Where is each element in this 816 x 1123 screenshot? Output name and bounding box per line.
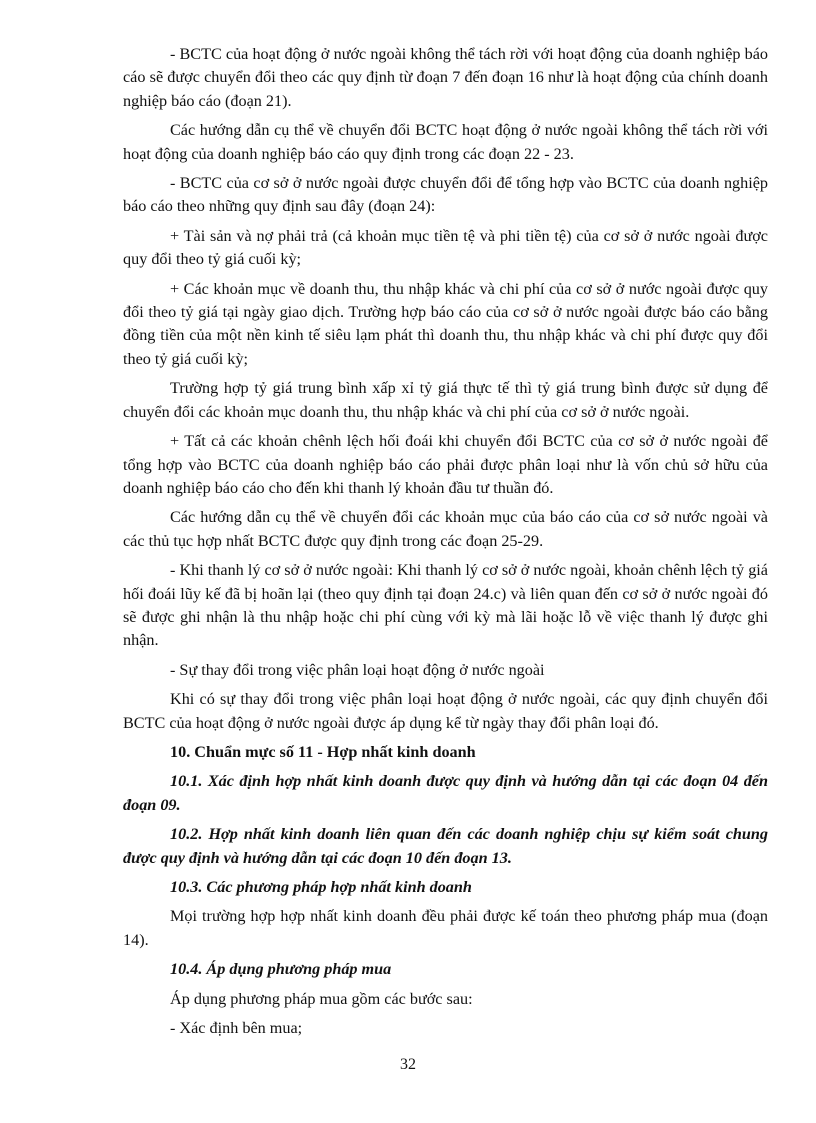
section-heading: 10. Chuẩn mực số 11 - Hợp nhất kinh doanh <box>170 742 476 761</box>
page-number: 32 <box>400 1056 416 1073</box>
paragraph: Khi có sự thay đổi trong việc phân loại hoạt động ở nước ngoài, các quy định chuyển đổi BCTC của hoạt động ở nước ngoài được áp dụng kể từ ngày thay đổi phân loại đó. <box>123 690 768 732</box>
subsection-heading: 10.3. Các phương pháp hợp nhất kinh doanh <box>170 878 472 896</box>
paragraph: Mọi trường hợp hợp nhất kinh doanh đều phải được kế toán theo phương pháp mua (đoạn 14). <box>123 907 768 949</box>
paragraph: + Các khoản mục về doanh thu, thu nhập khác và chi phí của cơ sở ở nước ngoài được quy đổi theo tỷ giá tại ngày giao dịch. Trường hợp báo cáo của cơ sở ở nước ngoài được báo cáo bằng đồng tiền của một nền kinh tế siêu lạm phát thì doanh thu, thu nhập khác và chi phí được quy đổi theo tỷ giá cuối kỳ; <box>123 279 768 368</box>
paragraph: Các hướng dẫn cụ thể về chuyển đổi BCTC hoạt động ở nước ngoài không thể tách rời với hoạt động của doanh nghiệp báo cáo quy định trong các đoạn 22 - 23. <box>123 121 768 163</box>
subsection-heading: 10.2. Hợp nhất kinh doanh liên quan đến các doanh nghiệp chịu sự kiểm soát chung được quy định và hướng dẫn tại các đoạn 10 đến đoạn 13. <box>123 825 768 867</box>
paragraph: - BCTC của cơ sở ở nước ngoài được chuyển đổi để tổng hợp vào BCTC của doanh nghiệp báo cáo theo những quy định sau đây (đoạn 24): <box>123 174 768 216</box>
paragraph: - Xác định bên mua; <box>170 1019 303 1038</box>
page-content <box>123 43 768 1046</box>
paragraph: - BCTC của hoạt động ở nước ngoài không thể tách rời với hoạt động của doanh nghiệp báo cáo sẽ được chuyển đổi theo các quy định từ đoạn 7 đến đoạn 16 như là hoạt động của chính doanh nghiệp báo cáo (đoạn 21). <box>123 45 768 110</box>
subsection-heading: 10.4. Áp dụng phương pháp mua <box>170 960 392 979</box>
subsection-heading: 10.1. Xác định hợp nhất kinh doanh được quy định và hướng dẫn tại các đoạn 04 đến đoạn 09. <box>123 772 768 814</box>
paragraph: Các hướng dẫn cụ thể về chuyển đổi các khoản mục của báo cáo của cơ sở nước ngoài và các thủ tục hợp nhất BCTC được quy định trong các đoạn 25-29. <box>123 508 768 550</box>
paragraph: - Khi thanh lý cơ sở ở nước ngoài: Khi thanh lý cơ sở ở nước ngoài, khoản chênh lệch tỷ giá hối đoái lũy kế đã bị hoãn lại (theo quy định tại đoạn 24.c) và liên quan đến cơ sở ở nước ngoài đó sẽ được ghi nhận là thu nhập hoặc chi phí cùng với kỳ mà lãi hoặc lỗ về việc thanh lý được ghi nhận. <box>123 561 768 650</box>
paragraph: - Sự thay đổi trong việc phân loại hoạt động ở nước ngoài <box>170 660 545 679</box>
paragraph: Áp dụng phương pháp mua gồm các bước sau: <box>170 989 473 1008</box>
paragraph: Trường hợp tỷ giá trung bình xấp xỉ tỷ giá thực tế thì tỷ giá trung bình được sử dụng để chuyển đổi các khoản mục doanh thu, thu nhập khác và chi phí của cơ sở ở nước ngoài. <box>123 379 768 421</box>
paragraph: + Tất cả các khoản chênh lệch hối đoái khi chuyển đổi BCTC của cơ sở ở nước ngoài để tổng hợp vào BCTC của doanh nghiệp báo cáo phải được phân loại như là vốn chủ sở hữu của doanh nghiệp báo cáo cho đến khi thanh lý khoản đầu tư thuần đó. <box>123 432 768 497</box>
paragraph: + Tài sản và nợ phải trả (cả khoản mục tiền tệ và phi tiền tệ) của cơ sở ở nước ngoài được quy đổi theo tỷ giá cuối kỳ; <box>123 226 768 269</box>
